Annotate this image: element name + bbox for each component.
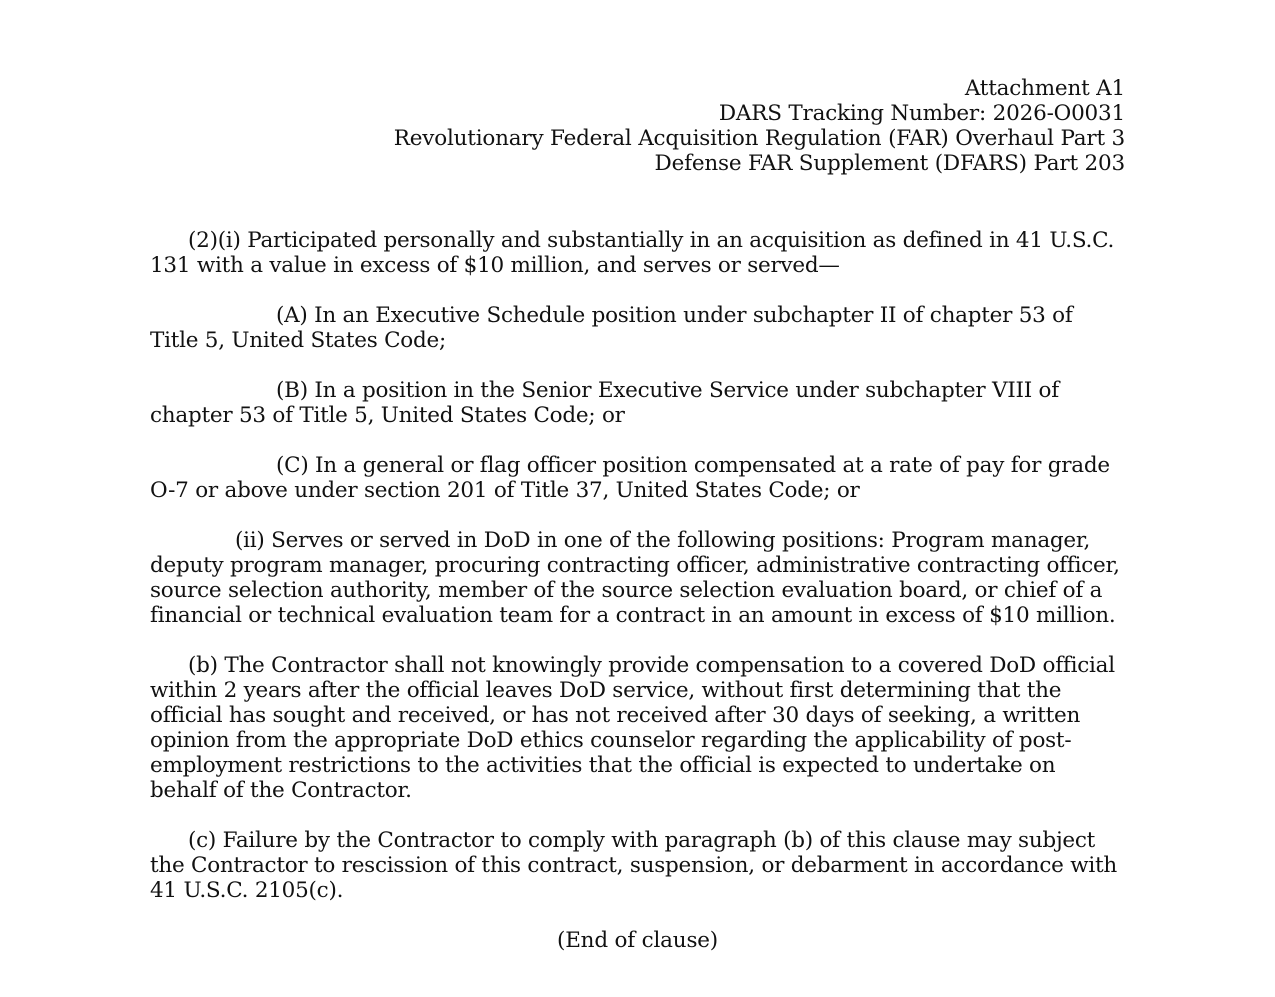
tracking-number: DARS Tracking Number: 2026-O0031 (718, 101, 1125, 126)
paragraph-2-i: (2)(i) Participated personally and substantially in an acquisition as defined in 41 U.S.C. 131 with a value in excess of $10 million, and serves or served— (150, 228, 1115, 278)
paragraph-c: (c) Failure by the Contractor to comply with paragraph (b) of this clause may subject the Contractor to rescission of this contract, suspension, or debarment in accordance with 41 U.S.C. 2105(c). (150, 828, 1118, 903)
document-header (150, 76, 1125, 176)
document-page (150, 76, 1125, 953)
paragraph-b: (b) The Contractor shall not knowingly provide compensation to a covered DoD official within 2 years after the official leaves DoD service, without first determining that the official has sought and received, or has not received after 30 days of seeking, a written opinion from the appropriate DoD ethics counselor regarding the applicability of post-employment restrictions to the activities that the official is expected to undertake on behalf of the Contractor. (150, 653, 1115, 803)
end-of-clause: (End of clause) (557, 928, 718, 953)
paragraph-C: (C) In a general or flag officer position compensated at a rate of pay for grade O-7 or above under section 201 of Title 37, United States Code; or (150, 453, 1110, 503)
paragraph-A: (A) In an Executive Schedule position under subchapter II of chapter 53 of Title 5, United States Code; (150, 303, 1073, 353)
paragraph-ii: (ii) Serves or served in DoD in one of the following positions: Program manager, deputy program manager, procuring contracting officer, administrative contracting officer, source selection authority, member of the source selection evaluation board, or chief of a financial or technical evaluation team for a contract in an amount in excess of $10 million. (150, 528, 1120, 628)
paragraph-B: (B) In a position in the Senior Executive Service under subchapter VIII of chapter 53 of Title 5, United States Code; or (150, 378, 1059, 428)
dfars-part-title: Defense FAR Supplement (DFARS) Part 203 (654, 151, 1125, 176)
far-overhaul-title: Revolutionary Federal Acquisition Regulation (FAR) Overhaul Part 3 (393, 126, 1125, 151)
attachment-label: Attachment A1 (964, 76, 1125, 101)
